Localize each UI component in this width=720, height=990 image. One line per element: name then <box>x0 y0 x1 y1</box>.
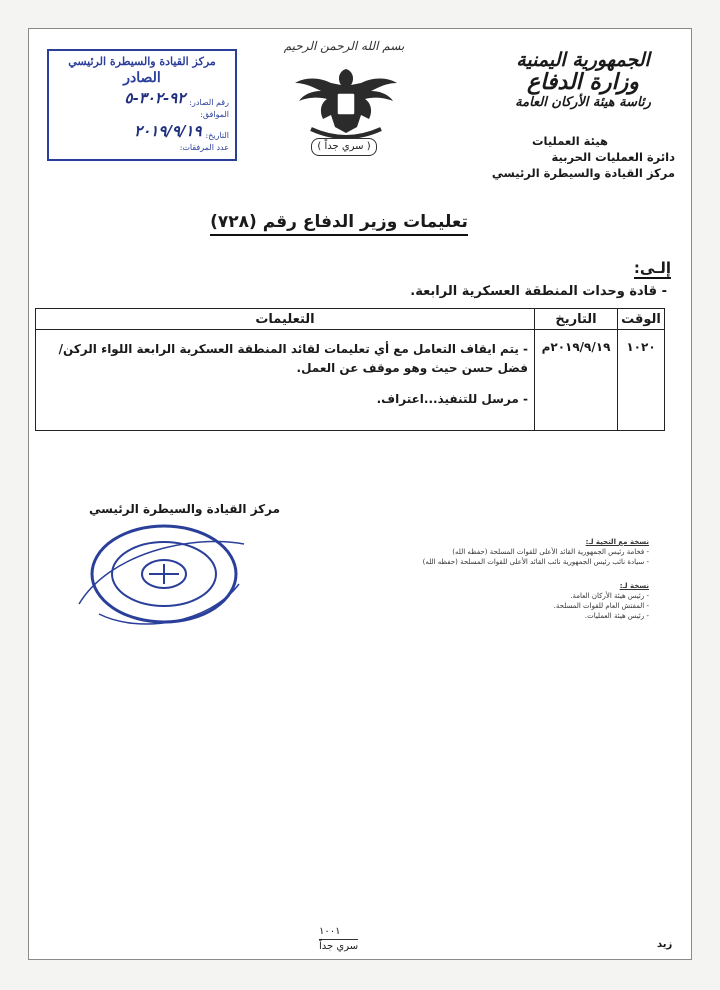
bismillah: بسم الله الرحمن الرحيم <box>283 39 405 53</box>
cell-instructions <box>36 330 535 431</box>
department-lines <box>485 133 675 181</box>
list-item: - المفتش العام للقوات المسلحة. <box>553 602 649 610</box>
classification-badge: ( سري جداً ) <box>311 138 377 156</box>
stamp-date-label: التاريخ: <box>205 131 229 140</box>
stamp-subtitle: الصادر <box>123 70 161 86</box>
republic-name: الجمهورية اليمنية <box>516 49 650 71</box>
stamp-ref-label: رقم الصادر: <box>189 98 229 107</box>
department-line: هيئة العمليات <box>531 134 609 148</box>
footer-classification: سري جداً <box>319 941 359 952</box>
official-round-stamp-icon <box>69 514 249 644</box>
signature-label: مركز القيادة والسيطرة الرئيسي <box>89 502 281 516</box>
list-item: - فخامة رئيس الجمهورية القائد الأعلى للقوات المسلحة (حفظه الله) <box>452 548 649 556</box>
ministry-header <box>493 49 673 110</box>
stamp-title: مركز القيادة والسيطرة الرئيسي <box>68 55 216 68</box>
instructions-table <box>35 308 665 431</box>
department-line: دائرة العمليات الحربية <box>551 150 675 164</box>
department-line: مركز القيادة والسيطرة الرئيسي <box>491 166 675 180</box>
stamp-barcode-label: الموافق: <box>200 110 229 119</box>
list-item: - رئيس هيئة العمليات. <box>584 612 649 620</box>
stamp-ref-value: ٩٢-٣٠٢-٥ <box>124 89 186 107</box>
list-item: - سيادة نائب رئيس الجمهورية نائب القائد الأعلى للقوات المسلحة (حفظه الله) <box>422 558 649 566</box>
ministry-name: وزارة الدفاع <box>527 69 639 95</box>
page-number: ١٠٠١ <box>319 926 341 937</box>
recipient-line: - قادة وحدات المنطقة العسكرية الرابعة. <box>410 284 667 299</box>
copies-info-block <box>409 537 649 567</box>
instruction-text: - يتم ايقاف التعامل مع أي تعليمات لقائد المنطقة العسكرية الرابعة اللواء الركن/فضل حسن حيث وهو موقف عن العمل. <box>58 342 528 375</box>
cell-time: ١٠٢٠ <box>618 330 665 431</box>
cell-date: ٢٠١٩/٩/١٩م <box>535 330 618 431</box>
stamp-attachments-label: عدد المرفقات: <box>179 143 229 152</box>
list-item: - رئيس هيئة الأركان العامة. <box>570 592 649 600</box>
document-title <box>149 212 529 232</box>
copies-info-label: نسخة مع التحية لـ: <box>585 538 649 546</box>
outgoing-stamp <box>47 49 237 161</box>
header-instructions: التعليمات <box>36 309 535 330</box>
stamp-date-row <box>49 122 235 140</box>
typist-initials: زيد <box>657 939 673 950</box>
copies-to-block <box>409 581 649 621</box>
eagle-emblem-icon <box>291 59 401 145</box>
copies-to-label: نسخة لـ: <box>619 582 649 590</box>
document-page <box>28 28 692 960</box>
instruction-text: - مرسل للتنفيذ...اعتراف. <box>376 392 528 406</box>
to-label: إلـى: <box>633 259 671 277</box>
copies-section <box>409 537 649 635</box>
stamp-date-value: ٢٠١٩/٩/١٩ <box>134 122 202 140</box>
header-time: الوقت <box>618 309 665 330</box>
stamp-attachments-row <box>49 143 235 152</box>
table-row <box>36 330 665 431</box>
stamp-ref-row <box>49 89 235 107</box>
stamp-barcode-row <box>49 110 235 119</box>
header-date: التاريخ <box>535 309 618 330</box>
table-header-row <box>36 309 665 330</box>
document-title-text: تعليمات وزير الدفاع رقم (٧٢٨) <box>210 212 468 236</box>
general-staff-name: رئاسة هيئة الأركان العامة <box>515 95 651 110</box>
